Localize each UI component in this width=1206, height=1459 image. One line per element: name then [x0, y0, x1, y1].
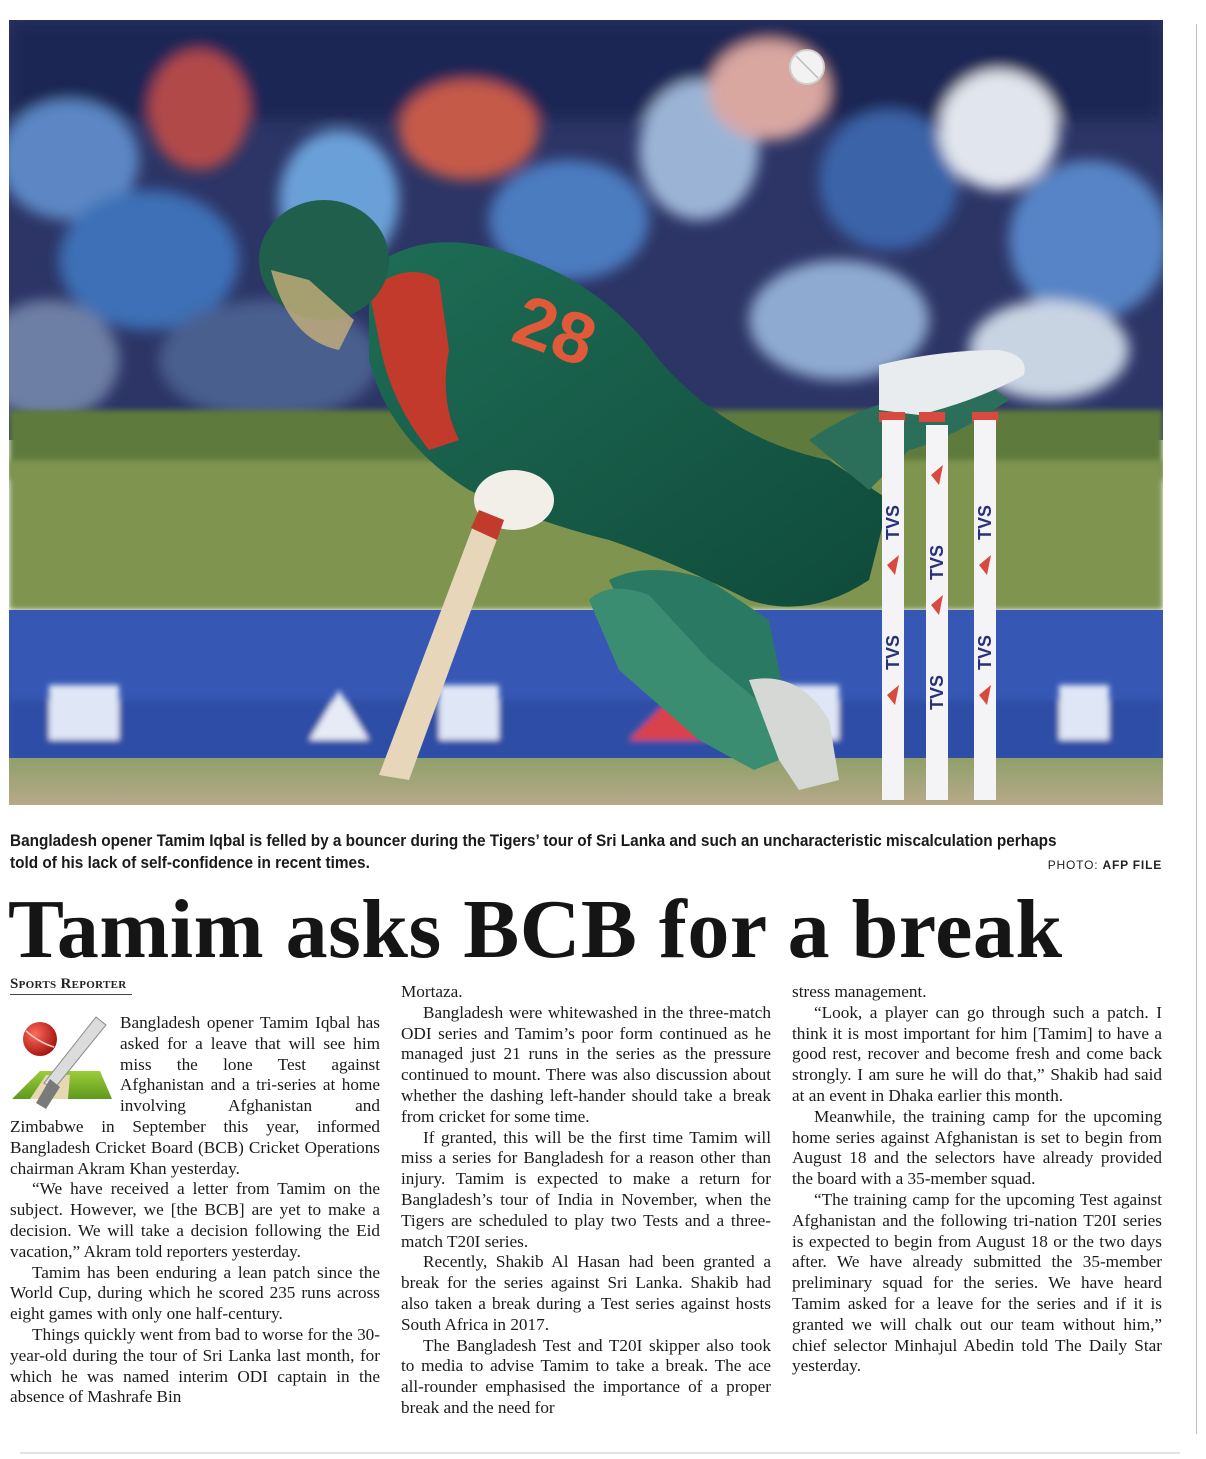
article-paragraph: “We have received a letter from Tamim on the subject. However, we [the BCB] are yet to make a decision. We will take a decision following the Eid vacation,” Akram told reporters yesterday.	[10, 1179, 380, 1261]
article-paragraph: Bangladesh were whitewashed in the three-match ODI series and Tamim’s poor form continued as he managed just 21 runs in the series as the pressure continued to mount. There was also discussion about whether the dashing left-hander should take a break from cricket for some time.	[401, 1002, 771, 1126]
stump-logo: TVS	[883, 634, 903, 670]
article-paragraph: Mortaza.	[401, 982, 463, 1001]
stump-logo: TVS	[883, 504, 903, 540]
page-bottom-rule	[20, 1452, 1180, 1454]
article-column-3	[792, 982, 1162, 1377]
jersey-number: 28	[503, 279, 607, 383]
article-paragraph: “Look, a player can go through such a patch. I think it is most important for him [Tamim] to have a good rest, recover and become fresh and come back strongly. I am sure he will do that,” Shakib had said at an event in Dhaka earlier this month.	[792, 1002, 1162, 1105]
photo-credit	[1048, 858, 1162, 872]
article-column-2	[401, 982, 771, 1419]
article-paragraph: If granted, this will be the first time Tamim will miss a series for Bangladesh for a reason other than injury. Tamim is expected to make a return for Bangladesh’s tour of India in November, when the Tigers are scheduled to play two Tests and a three-match T20I series.	[401, 1127, 771, 1251]
stump-logo: TVS	[927, 674, 947, 710]
article-paragraph: Tamim has been enduring a lean patch since the World Cup, during which he scored 235 runs across eight games with only one half-century.	[10, 1262, 380, 1324]
article-paragraph: stress management.	[792, 982, 927, 1001]
stumps	[879, 412, 998, 800]
byline: Sports Reporter	[10, 976, 127, 992]
page-edge-rule	[1196, 24, 1197, 1434]
article-column-1	[10, 1013, 380, 1408]
headline: Tamim asks BCB for a break	[8, 883, 1063, 976]
article-paragraph: “The training camp for the upcoming Test against Afghanistan and the following tri-nation T20I series is expected to begin from August 18 or the two days after. We have already submitted the 35-member preliminary squad for the series. We have heard Tamim asked for a leave for the series and if it is granted we will chalk out our team without him,” chief selector Minhajul Abedin told The Daily Star yesterday.	[792, 1189, 1162, 1376]
photo-credit-label: PHOTO:	[1047, 858, 1099, 872]
article-paragraph: The Bangladesh Test and T20I skipper also took to media to advise Tamim to take a break. The ace all-rounder emphasised the importance of a proper break and the need for	[401, 1335, 771, 1417]
cricket-bat-ball-icon	[10, 1013, 114, 1113]
stump-logo: TVS	[975, 634, 995, 670]
stump-logo: TVS	[927, 544, 947, 580]
article-paragraph: Things quickly went from bad to worse for the 30-year-old during the tour of Sri Lanka last month, for which he was named interim ODI captain in the absence of Mashrafe Bin	[10, 1324, 380, 1407]
article-paragraph: Meanwhile, the training camp for the upcoming home series against Afghanistan is set to begin from August 18 and the selectors have already provided the board with a 35-member squad.	[792, 1106, 1162, 1189]
stump-logo: TVS	[975, 504, 995, 540]
byline-rule	[10, 994, 132, 995]
photo-caption: Bangladesh opener Tamim Iqbal is felled by a bouncer during the Tigers’ tour of Sri Lanka and such an uncharacteristic miscalculation perhaps told of his lack of self-confidence in recent times.	[10, 832, 1057, 872]
article-paragraph: Recently, Shakib Al Hasan had been granted a break for the series against Sri Lanka. Shakib had also taken a break during a Test series against hosts South Africa in 2017.	[401, 1252, 771, 1334]
photo-credit-source: AFP FILE	[1102, 858, 1162, 872]
article-photo	[9, 20, 1163, 805]
cricket-photo-illustration	[9, 20, 1163, 805]
article-paragraph: Bangladesh opener Tamim Iqbal has asked for a leave that will see him miss the lone Test against Afghanistan and a tri-series at home involving Afghanistan and Zimbabwe in September this year, informed Bangladesh Cricket Board (BCB) Cricket Operations chairman Akram Khan yesterday.	[10, 1013, 380, 1178]
